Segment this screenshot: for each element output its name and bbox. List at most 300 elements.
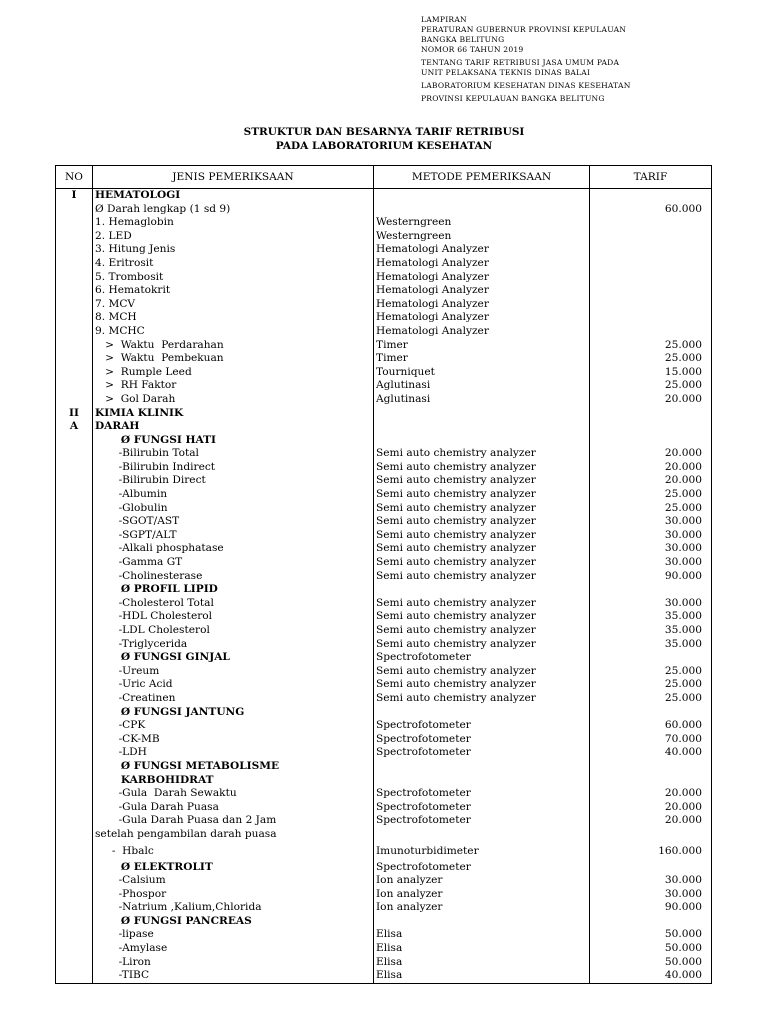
cell-metode	[374, 488, 590, 502]
table-row	[56, 339, 712, 353]
cell-jenis	[93, 407, 374, 421]
cell-tarif	[590, 746, 712, 760]
cell-tarif	[590, 706, 712, 720]
cell-tarif-text: 50.000	[664, 928, 702, 941]
cell-metode	[374, 665, 590, 679]
cell-jenis	[93, 706, 374, 720]
cell-jenis-text: 4. Eritrosit	[95, 256, 154, 269]
cell-tarif	[590, 828, 712, 842]
cell-jenis	[93, 515, 374, 529]
cell-jenis-text: > Waktu Pembekuan	[95, 352, 224, 365]
cell-jenis-text: 7. MCV	[95, 297, 136, 310]
cell-tarif	[590, 651, 712, 665]
cell-tarif	[590, 874, 712, 888]
cell-no	[56, 203, 93, 217]
cell-metode-text: Semi auto chemistry analyzer	[376, 664, 536, 677]
cell-tarif	[590, 203, 712, 217]
cell-jenis	[93, 842, 374, 861]
cell-tarif	[590, 243, 712, 257]
cell-no	[56, 257, 93, 271]
cell-jenis	[93, 828, 374, 842]
cell-metode	[374, 969, 590, 983]
cell-metode-text: Hematologi Analyzer	[376, 270, 489, 283]
cell-no-text: II	[69, 406, 79, 419]
cell-jenis	[93, 956, 374, 970]
header-tarif: TARIF	[590, 166, 712, 189]
cell-jenis	[93, 447, 374, 461]
cell-jenis	[93, 874, 374, 888]
cell-jenis	[93, 203, 374, 217]
cell-metode-text: Ion analyzer	[376, 901, 443, 914]
cell-no-text: A	[69, 420, 79, 433]
cell-no	[56, 692, 93, 706]
cell-jenis-text: setelah pengambilan darah puasa	[95, 827, 277, 840]
cell-tarif-text: 25.000	[664, 664, 702, 677]
cell-metode	[374, 915, 590, 929]
cell-tarif	[590, 928, 712, 942]
cell-no	[56, 243, 93, 257]
cell-tarif	[590, 901, 712, 915]
table-row	[56, 203, 712, 217]
cell-no	[56, 556, 93, 570]
cell-metode	[374, 942, 590, 956]
cell-tarif-text: 30.000	[664, 542, 702, 555]
cell-no	[56, 801, 93, 815]
cell-tarif-text: 20.000	[664, 447, 702, 460]
cell-tarif-text: 60.000	[664, 719, 702, 732]
cell-tarif-text: 20.000	[664, 392, 702, 405]
cell-jenis	[93, 969, 374, 983]
cell-tarif-text: 25.000	[664, 352, 702, 365]
cell-no	[56, 928, 93, 942]
table-row	[56, 814, 712, 828]
cell-no	[56, 733, 93, 747]
cell-metode	[374, 760, 590, 774]
table-row	[56, 542, 712, 556]
cell-jenis	[93, 542, 374, 556]
cell-no	[56, 339, 93, 353]
cell-metode	[374, 529, 590, 543]
cell-metode	[374, 339, 590, 353]
cell-tarif-text: 30.000	[664, 887, 702, 900]
cell-jenis	[93, 366, 374, 380]
cell-jenis	[93, 529, 374, 543]
cell-tarif	[590, 969, 712, 983]
cell-metode-text: Semi auto chemistry analyzer	[376, 624, 536, 636]
cell-tarif	[590, 638, 712, 652]
cell-jenis	[93, 502, 374, 516]
cell-metode	[374, 956, 590, 970]
cell-jenis-text: -Alkali phosphatase	[95, 542, 224, 555]
cell-jenis-text: -Albumin	[95, 488, 168, 501]
cell-jenis-text: -Ureum	[95, 664, 160, 677]
cell-metode	[374, 597, 590, 611]
table-row	[56, 474, 712, 488]
table-body	[56, 189, 712, 984]
cell-jenis	[93, 746, 374, 760]
cell-jenis-text: Ø FUNGSI JANTUNG	[95, 705, 245, 718]
title-line-1: STRUKTUR DAN BESARNYA TARIF RETRIBUSI	[243, 126, 525, 138]
cell-tarif	[590, 610, 712, 624]
cell-tarif	[590, 420, 712, 434]
cell-metode-text: Timer	[376, 338, 408, 351]
cell-metode-text: Ion analyzer	[376, 887, 443, 900]
cell-tarif	[590, 719, 712, 733]
cell-tarif	[590, 624, 712, 638]
cell-jenis-text: 1. Hemaglobin	[95, 216, 174, 229]
cell-no	[56, 447, 93, 461]
cell-metode	[374, 203, 590, 217]
cell-jenis-text: -Bilirubin Total	[95, 447, 199, 460]
cell-tarif-text: 70.000	[664, 732, 702, 745]
cell-tarif	[590, 583, 712, 597]
cell-jenis	[93, 915, 374, 929]
cell-jenis-text: -HDL Cholesterol	[95, 610, 213, 623]
cell-metode	[374, 583, 590, 597]
table-row	[56, 230, 712, 244]
cell-no	[56, 488, 93, 502]
table-row	[56, 842, 712, 861]
cell-no	[56, 597, 93, 611]
cell-no	[56, 352, 93, 366]
cell-jenis-text: 5. Trombosit	[95, 270, 164, 283]
cell-metode	[374, 874, 590, 888]
cell-tarif-text: 60.000	[664, 202, 702, 215]
cell-no	[56, 379, 93, 393]
cell-metode-text: Hematologi Analyzer	[376, 284, 489, 297]
cell-tarif	[590, 352, 712, 366]
cell-jenis-text: -Gamma GT	[95, 556, 183, 569]
cell-no	[56, 624, 93, 638]
cell-metode-text: Semi auto chemistry analyzer	[376, 610, 536, 623]
cell-tarif	[590, 787, 712, 801]
cell-jenis-text: HEMATOLOGI	[95, 189, 181, 201]
table-row	[56, 583, 712, 597]
cell-metode	[374, 678, 590, 692]
cell-jenis	[93, 461, 374, 475]
cell-tarif-text: 90.000	[664, 901, 702, 914]
cell-metode-text: Semi auto chemistry analyzer	[376, 678, 536, 691]
cell-jenis-text: Ø FUNGSI METABOLISME	[95, 759, 280, 772]
table-row	[56, 928, 712, 942]
table-row	[56, 610, 712, 624]
cell-jenis	[93, 814, 374, 828]
cell-no	[56, 760, 93, 774]
cell-jenis	[93, 379, 374, 393]
cell-no	[56, 665, 93, 679]
cell-no	[56, 861, 93, 875]
cell-metode-text: Imunoturbidimeter	[376, 844, 479, 857]
cell-no	[56, 638, 93, 652]
cell-jenis-text: > Gol Darah	[95, 392, 176, 405]
cell-tarif-text: 40.000	[664, 746, 702, 759]
cell-no	[56, 874, 93, 888]
title-line-2: PADA LABORATORIUM KESEHATAN	[275, 140, 493, 152]
table-row	[56, 271, 712, 285]
cell-jenis-text: -Creatinen	[95, 691, 176, 704]
table-row	[56, 624, 712, 638]
cell-tarif-text: 20.000	[664, 814, 702, 827]
cell-jenis-text: KIMIA KLINIK	[95, 406, 184, 419]
cell-jenis	[93, 719, 374, 733]
cell-jenis	[93, 583, 374, 597]
cell-metode	[374, 733, 590, 747]
cell-tarif	[590, 956, 712, 970]
cell-tarif-text: 25.000	[664, 379, 702, 392]
cell-tarif-text: 35.000	[664, 610, 702, 623]
table-row	[56, 733, 712, 747]
cell-no	[56, 570, 93, 584]
cell-metode-text: Semi auto chemistry analyzer	[376, 447, 536, 460]
cell-tarif-text: 35.000	[664, 637, 702, 650]
cell-metode-text: Semi auto chemistry analyzer	[376, 460, 536, 473]
table-header-row	[56, 166, 712, 189]
cell-jenis-text: 3. Hitung Jenis	[95, 243, 176, 256]
cell-tarif	[590, 407, 712, 421]
table-row	[56, 760, 712, 774]
table-row	[56, 665, 712, 679]
cell-metode-text: Aglutinasi	[376, 379, 431, 392]
table-row	[56, 692, 712, 706]
table-row	[56, 447, 712, 461]
cell-tarif-text: 30.000	[664, 874, 702, 887]
cell-tarif	[590, 502, 712, 516]
cell-metode	[374, 298, 590, 312]
cell-metode	[374, 610, 590, 624]
cell-tarif	[590, 801, 712, 815]
cell-metode	[374, 570, 590, 584]
cell-jenis-text: > RH Faktor	[95, 379, 177, 392]
table-row	[56, 801, 712, 815]
cell-jenis	[93, 488, 374, 502]
cell-jenis	[93, 861, 374, 875]
cell-jenis-text: -SGOT/AST	[95, 515, 180, 528]
cell-tarif-text: 35.000	[664, 624, 702, 636]
cell-metode	[374, 888, 590, 902]
header-line: UNIT PELAKSANA TEKNIS DINAS BALAI	[421, 68, 591, 77]
cell-tarif-text: 25.000	[664, 488, 702, 501]
cell-jenis-text: -CK-MB	[95, 732, 160, 745]
cell-tarif	[590, 339, 712, 353]
cell-no	[56, 474, 93, 488]
cell-jenis-text: -CPK	[95, 719, 146, 732]
cell-jenis	[93, 624, 374, 638]
cell-jenis-text: -Phospor	[95, 887, 167, 900]
cell-metode	[374, 928, 590, 942]
cell-tarif-text: 20.000	[664, 474, 702, 487]
cell-jenis	[93, 570, 374, 584]
table-row	[56, 257, 712, 271]
cell-tarif-text: 20.000	[664, 460, 702, 473]
table-row	[56, 969, 712, 983]
cell-jenis	[93, 257, 374, 271]
cell-metode-text: Elisa	[376, 955, 403, 968]
cell-no	[56, 610, 93, 624]
cell-metode-text: Tourniquet	[376, 365, 435, 378]
cell-jenis-text: -SGPT/ALT	[95, 528, 177, 541]
cell-metode-text: Westerngreen	[376, 229, 452, 242]
header-line: TENTANG TARIF RETRIBUSI JASA UMUM PADA	[421, 58, 620, 67]
table-row	[56, 529, 712, 543]
table-row	[56, 746, 712, 760]
cell-metode-text: Elisa	[376, 969, 403, 982]
cell-metode	[374, 434, 590, 448]
cell-tarif-text: 20.000	[664, 787, 702, 800]
cell-no	[56, 434, 93, 448]
cell-no	[56, 216, 93, 230]
cell-jenis-text: -Triglycerida	[95, 637, 188, 650]
table-row	[56, 787, 712, 801]
cell-metode	[374, 230, 590, 244]
cell-metode	[374, 325, 590, 339]
table-row	[56, 570, 712, 584]
table-row	[56, 352, 712, 366]
cell-tarif-text: 50.000	[664, 942, 702, 955]
cell-metode-text: Hematologi Analyzer	[376, 311, 489, 324]
cell-tarif-text: 25.000	[664, 338, 702, 351]
cell-metode-text: Semi auto chemistry analyzer	[376, 542, 536, 555]
cell-jenis-text: -Globulin	[95, 501, 168, 514]
cell-metode-text: Hematologi Analyzer	[376, 297, 489, 310]
cell-metode	[374, 801, 590, 815]
cell-tarif	[590, 556, 712, 570]
cell-metode	[374, 271, 590, 285]
header-line: BANGKA BELITUNG	[421, 35, 505, 44]
cell-no	[56, 298, 93, 312]
cell-jenis	[93, 556, 374, 570]
cell-jenis-text: -Liron	[95, 955, 151, 968]
cell-metode	[374, 461, 590, 475]
cell-jenis	[93, 610, 374, 624]
table-row	[56, 942, 712, 956]
header-no: NO	[56, 166, 93, 189]
cell-jenis-text: Ø FUNGSI PANCREAS	[95, 914, 252, 927]
cell-no	[56, 325, 93, 339]
table-row	[56, 461, 712, 475]
cell-tarif	[590, 597, 712, 611]
cell-jenis	[93, 339, 374, 353]
cell-no	[56, 942, 93, 956]
cell-jenis-text: > Rumple Leed	[95, 365, 192, 378]
cell-metode	[374, 407, 590, 421]
cell-jenis-text: -TIBC	[95, 969, 150, 982]
cell-metode	[374, 706, 590, 720]
table-row	[56, 774, 712, 788]
cell-jenis	[93, 284, 374, 298]
cell-metode-text: Semi auto chemistry analyzer	[376, 556, 536, 569]
lampiran-header	[421, 15, 631, 104]
header-jenis: JENIS PEMERIKSAAN	[93, 166, 374, 189]
cell-no-text: I	[71, 189, 77, 201]
cell-tarif	[590, 842, 712, 861]
table-row	[56, 325, 712, 339]
cell-no	[56, 529, 93, 543]
cell-jenis-text: -lipase	[95, 928, 154, 941]
cell-jenis-text: 9. MCHC	[95, 324, 145, 337]
cell-metode-text: Spectrofotometer	[376, 787, 471, 800]
cell-tarif	[590, 379, 712, 393]
cell-metode-text: Hematologi Analyzer	[376, 243, 489, 256]
cell-no	[56, 969, 93, 983]
cell-metode-text: Semi auto chemistry analyzer	[376, 596, 536, 609]
cell-tarif	[590, 257, 712, 271]
cell-metode	[374, 774, 590, 788]
cell-jenis-text: Ø ELEKTROLIT	[95, 860, 213, 873]
header-metode: METODE PEMERIKSAAN	[374, 166, 590, 189]
cell-metode-text: Semi auto chemistry analyzer	[376, 528, 536, 541]
cell-tarif	[590, 488, 712, 502]
cell-no	[56, 393, 93, 407]
cell-no	[56, 651, 93, 665]
cell-no	[56, 420, 93, 434]
cell-jenis-text: -Uric Acid	[95, 678, 173, 691]
table-row	[56, 407, 712, 421]
header-line: LABORATORIUM KESEHATAN DINAS KESEHATAN	[421, 81, 631, 90]
cell-no	[56, 542, 93, 556]
table-row	[56, 874, 712, 888]
cell-jenis-text: 2. LED	[95, 229, 132, 242]
cell-jenis	[93, 733, 374, 747]
cell-jenis	[93, 311, 374, 325]
cell-metode	[374, 542, 590, 556]
table-row	[56, 828, 712, 842]
cell-tarif	[590, 570, 712, 584]
cell-jenis	[93, 393, 374, 407]
cell-metode	[374, 638, 590, 652]
cell-no	[56, 842, 93, 861]
table-row	[56, 379, 712, 393]
cell-jenis	[93, 271, 374, 285]
cell-no	[56, 746, 93, 760]
cell-jenis-text: -Natrium ,Kalium,Chlorida	[95, 901, 262, 914]
cell-jenis	[93, 888, 374, 902]
cell-tarif-text: 15.000	[664, 365, 702, 378]
cell-tarif-text: 160.000	[658, 844, 702, 857]
cell-tarif-text: 40.000	[664, 969, 702, 982]
cell-jenis	[93, 801, 374, 815]
cell-tarif-text: 25.000	[664, 691, 702, 704]
cell-no	[56, 189, 93, 203]
cell-metode	[374, 502, 590, 516]
cell-metode-text: Timer	[376, 352, 408, 365]
cell-tarif-text: 30.000	[664, 515, 702, 528]
cell-tarif-text: 30.000	[664, 528, 702, 541]
table-row	[56, 216, 712, 230]
cell-tarif	[590, 915, 712, 929]
table-row	[56, 243, 712, 257]
cell-jenis-text: -Amylase	[95, 942, 168, 955]
cell-jenis	[93, 243, 374, 257]
cell-metode-text: Aglutinasi	[376, 392, 431, 405]
cell-tarif	[590, 366, 712, 380]
cell-no	[56, 230, 93, 244]
table-row	[56, 706, 712, 720]
cell-metode-text: Semi auto chemistry analyzer	[376, 691, 536, 704]
cell-no	[56, 515, 93, 529]
cell-tarif	[590, 774, 712, 788]
cell-jenis-text: DARAH	[95, 420, 140, 433]
table-row	[56, 393, 712, 407]
table-row	[56, 888, 712, 902]
cell-metode	[374, 787, 590, 801]
cell-metode	[374, 393, 590, 407]
cell-tarif	[590, 529, 712, 543]
cell-metode-text: Spectrofotometer	[376, 800, 471, 813]
cell-metode	[374, 257, 590, 271]
cell-metode-text: Spectrofotometer	[376, 719, 471, 732]
cell-no	[56, 366, 93, 380]
cell-metode-text: Spectrofotometer	[376, 651, 471, 664]
